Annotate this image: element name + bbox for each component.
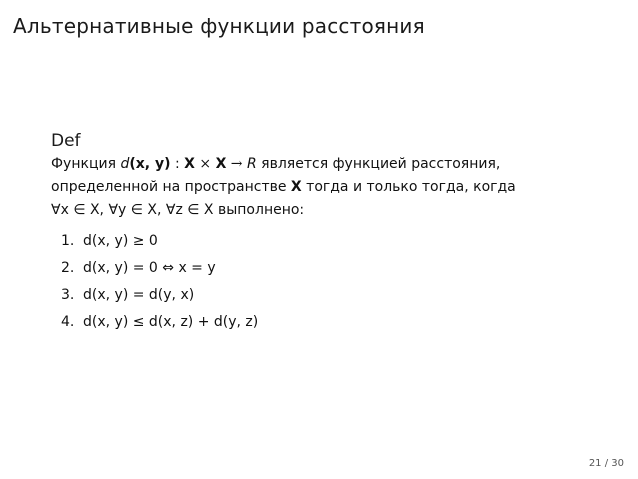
condition-formula: d(x, y) = 0 ⇔ x = y bbox=[83, 260, 216, 276]
definition-heading: Def bbox=[51, 131, 81, 151]
quantifier-x: ∀x ∈ X, bbox=[51, 202, 104, 218]
definition-line-3 bbox=[51, 199, 596, 222]
condition-item bbox=[61, 309, 596, 336]
formula-X1: X bbox=[184, 156, 195, 172]
condition-formula: d(x, y) = d(y, x) bbox=[83, 287, 195, 303]
condition-number: 4. bbox=[61, 314, 75, 330]
quantifier-z: ∀z ∈ X bbox=[161, 202, 214, 218]
formula-X2: X bbox=[215, 156, 227, 172]
definition-line-2 bbox=[51, 176, 596, 199]
conditions-list bbox=[51, 228, 596, 336]
formula-R: R bbox=[247, 156, 257, 172]
definition-line1-prefix: Функция bbox=[51, 156, 121, 172]
condition-number: 1. bbox=[61, 233, 75, 249]
definition-line2-prefix: определенной на пространстве bbox=[51, 179, 291, 195]
definition-line2-suffix: тогда и только тогда, когда bbox=[301, 179, 516, 195]
formula-colon: : bbox=[170, 156, 185, 172]
condition-item bbox=[61, 282, 596, 309]
definition-block bbox=[51, 131, 596, 336]
quantifier-y: ∀y ∈ X, bbox=[104, 202, 162, 218]
page-number: 21 / 30 bbox=[588, 458, 624, 469]
condition-number: 3. bbox=[61, 287, 75, 303]
condition-item bbox=[61, 228, 596, 255]
formula-args: (x, y) bbox=[129, 156, 171, 172]
condition-formula: d(x, y) ≤ d(x, z) + d(y, z) bbox=[83, 314, 259, 330]
condition-formula: d(x, y) ≥ 0 bbox=[83, 233, 158, 249]
formula-arrow: → bbox=[226, 156, 247, 172]
definition-text bbox=[51, 153, 596, 222]
formula-X-space: X bbox=[290, 179, 302, 195]
condition-item bbox=[61, 255, 596, 282]
frame-title: Альтернативные функции расстояния bbox=[13, 14, 425, 38]
definition-line1-suffix: является функцией расстояния, bbox=[256, 156, 501, 172]
definition-line-1 bbox=[51, 153, 596, 176]
formula-times: × bbox=[194, 156, 216, 172]
formula-d: d bbox=[120, 156, 130, 172]
condition-number: 2. bbox=[61, 260, 75, 276]
definition-line3-suffix: выполнено: bbox=[213, 202, 305, 218]
